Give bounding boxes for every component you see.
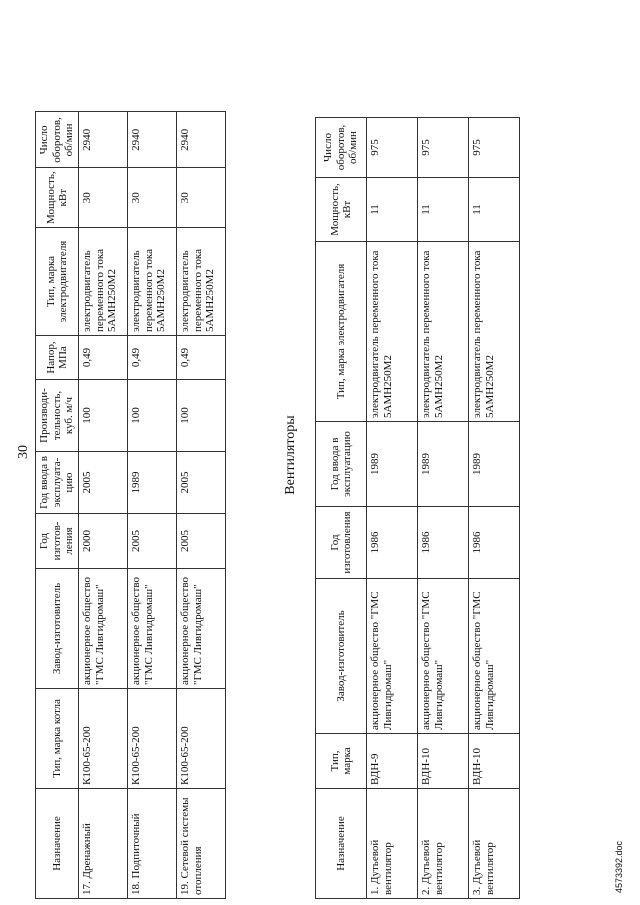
table-row	[79, 112, 128, 899]
header-cell: Год изготовления	[316, 507, 367, 579]
year-in-cell: 1989	[418, 422, 469, 507]
row-number: 19.	[179, 881, 191, 895]
motor-cell: электродвигатель переменного тока 5АМН250М2	[418, 242, 469, 422]
purpose-text: Сетевой системы отопления	[179, 797, 204, 895]
header-cell: Год ввода в эксплуата-цию	[36, 452, 79, 514]
row-number: 1.	[369, 886, 381, 895]
purpose-cell	[367, 789, 418, 899]
rpm-cell: 2940	[177, 112, 226, 168]
table-row	[128, 112, 177, 899]
header-cell: Год ввода в эксплуатацию	[316, 422, 367, 507]
motor-cell: электродвигатель переменного тока 5АМН250М2	[469, 242, 520, 422]
row-number: 2.	[420, 886, 432, 895]
type-cell: ВДН-9	[367, 734, 418, 789]
footer-docref: 4573392.doc	[614, 840, 624, 893]
table-header-row	[316, 118, 367, 899]
header-cell: Мощность, кВт	[36, 168, 79, 228]
power-cell: 30	[128, 168, 177, 228]
purpose-cell	[177, 789, 226, 899]
header-cell: Тип, марка электродвигателя	[316, 242, 367, 422]
purpose-cell	[79, 789, 128, 899]
page-number: 30	[16, 445, 31, 459]
row-number: 3.	[471, 886, 483, 895]
power-cell: 11	[469, 178, 520, 242]
header-cell: Производи-тельность, куб. м/ч	[36, 380, 79, 452]
header-cell: Завод-изготовитель	[316, 579, 367, 734]
header-cell: Тип, марка электродвигателя	[36, 228, 79, 336]
rpm-cell: 975	[418, 118, 469, 178]
capacity-cell: 100	[128, 380, 177, 452]
purpose-text: Дутьевой вентилятор	[369, 839, 394, 895]
header-cell: Напор, МПа	[36, 336, 79, 380]
capacity-cell: 100	[79, 380, 128, 452]
type-cell: ВДН-10	[418, 734, 469, 789]
header-cell: Тип, марка котла	[36, 689, 79, 789]
header-cell: Назначение	[316, 789, 367, 899]
table-row	[367, 118, 418, 899]
header-cell: Год изготов-ления	[36, 514, 79, 569]
table-row	[418, 118, 469, 899]
year-made-cell: 2005	[177, 514, 226, 569]
type-cell: К100-65-200	[79, 689, 128, 789]
maker-cell: акционерное общество "ГМС Ливгидромаш"	[418, 579, 469, 734]
maker-cell: акционерное общество "ГМС Ливгидромаш"	[128, 569, 177, 689]
section-title: Вентиляторы	[283, 415, 298, 495]
rpm-cell: 2940	[79, 112, 128, 168]
year-made-cell: 2005	[128, 514, 177, 569]
year-in-cell: 1989	[367, 422, 418, 507]
header-cell: Мощность, кВт	[316, 178, 367, 242]
row-number: 18.	[130, 881, 142, 895]
capacity-cell: 100	[177, 380, 226, 452]
motor-cell: электродвигатель переменного тока 5АМН250М2	[79, 228, 128, 336]
table-header-row	[36, 112, 79, 899]
row-number: 17.	[81, 881, 93, 895]
year-in-cell: 2005	[79, 452, 128, 514]
rpm-cell: 2940	[128, 112, 177, 168]
purpose-text: Подпиточный	[130, 813, 142, 879]
pumps-table	[35, 111, 226, 899]
power-cell: 11	[367, 178, 418, 242]
purpose-cell	[469, 789, 520, 899]
motor-cell: электродвигатель переменного тока 5АМН250М2	[367, 242, 418, 422]
type-cell: К100-65-200	[128, 689, 177, 789]
power-cell: 11	[418, 178, 469, 242]
fans-table	[315, 117, 520, 899]
header-cell: Число оборотов, об/мин	[316, 118, 367, 178]
rpm-cell: 975	[367, 118, 418, 178]
type-cell: ВДН-10	[469, 734, 520, 789]
maker-cell: акционерное общество "ГМС Ливгидромаш"	[367, 579, 418, 734]
header-cell: Назначение	[36, 789, 79, 899]
year-in-cell: 1989	[128, 452, 177, 514]
purpose-text: Дутьевой вентилятор	[471, 839, 496, 895]
power-cell: 30	[177, 168, 226, 228]
type-cell: К100-65-200	[177, 689, 226, 789]
year-in-cell: 1989	[469, 422, 520, 507]
table-row	[177, 112, 226, 899]
rpm-cell: 975	[469, 118, 520, 178]
purpose-text: Дренажный	[81, 823, 93, 879]
motor-cell: электродвигатель переменного тока 5АМН250М2	[128, 228, 177, 336]
header-cell: Тип, марка	[316, 734, 367, 789]
purpose-text: Дутьевой вентилятор	[420, 839, 445, 895]
year-made-cell: 1986	[367, 507, 418, 579]
maker-cell: акционерное общество "ГМС Ливгидромаш"	[177, 569, 226, 689]
header-cell: Число оборотов, об/мин	[36, 112, 79, 168]
purpose-cell	[128, 789, 177, 899]
pressure-cell: 0,49	[177, 336, 226, 380]
year-made-cell: 2000	[79, 514, 128, 569]
maker-cell: акционерное общество "ГМС Ливгидромаш"	[469, 579, 520, 734]
motor-cell: электродвигатель переменного тока 5АМН250М2	[177, 228, 226, 336]
year-made-cell: 1986	[469, 507, 520, 579]
pressure-cell: 0,49	[128, 336, 177, 380]
pressure-cell: 0,49	[79, 336, 128, 380]
power-cell: 30	[79, 168, 128, 228]
purpose-cell	[418, 789, 469, 899]
year-in-cell: 2005	[177, 452, 226, 514]
header-cell: Завод-изготовитель	[36, 569, 79, 689]
maker-cell: акционерное общество "ГМС Ливгидромаш"	[79, 569, 128, 689]
table-row	[469, 118, 520, 899]
year-made-cell: 1986	[418, 507, 469, 579]
